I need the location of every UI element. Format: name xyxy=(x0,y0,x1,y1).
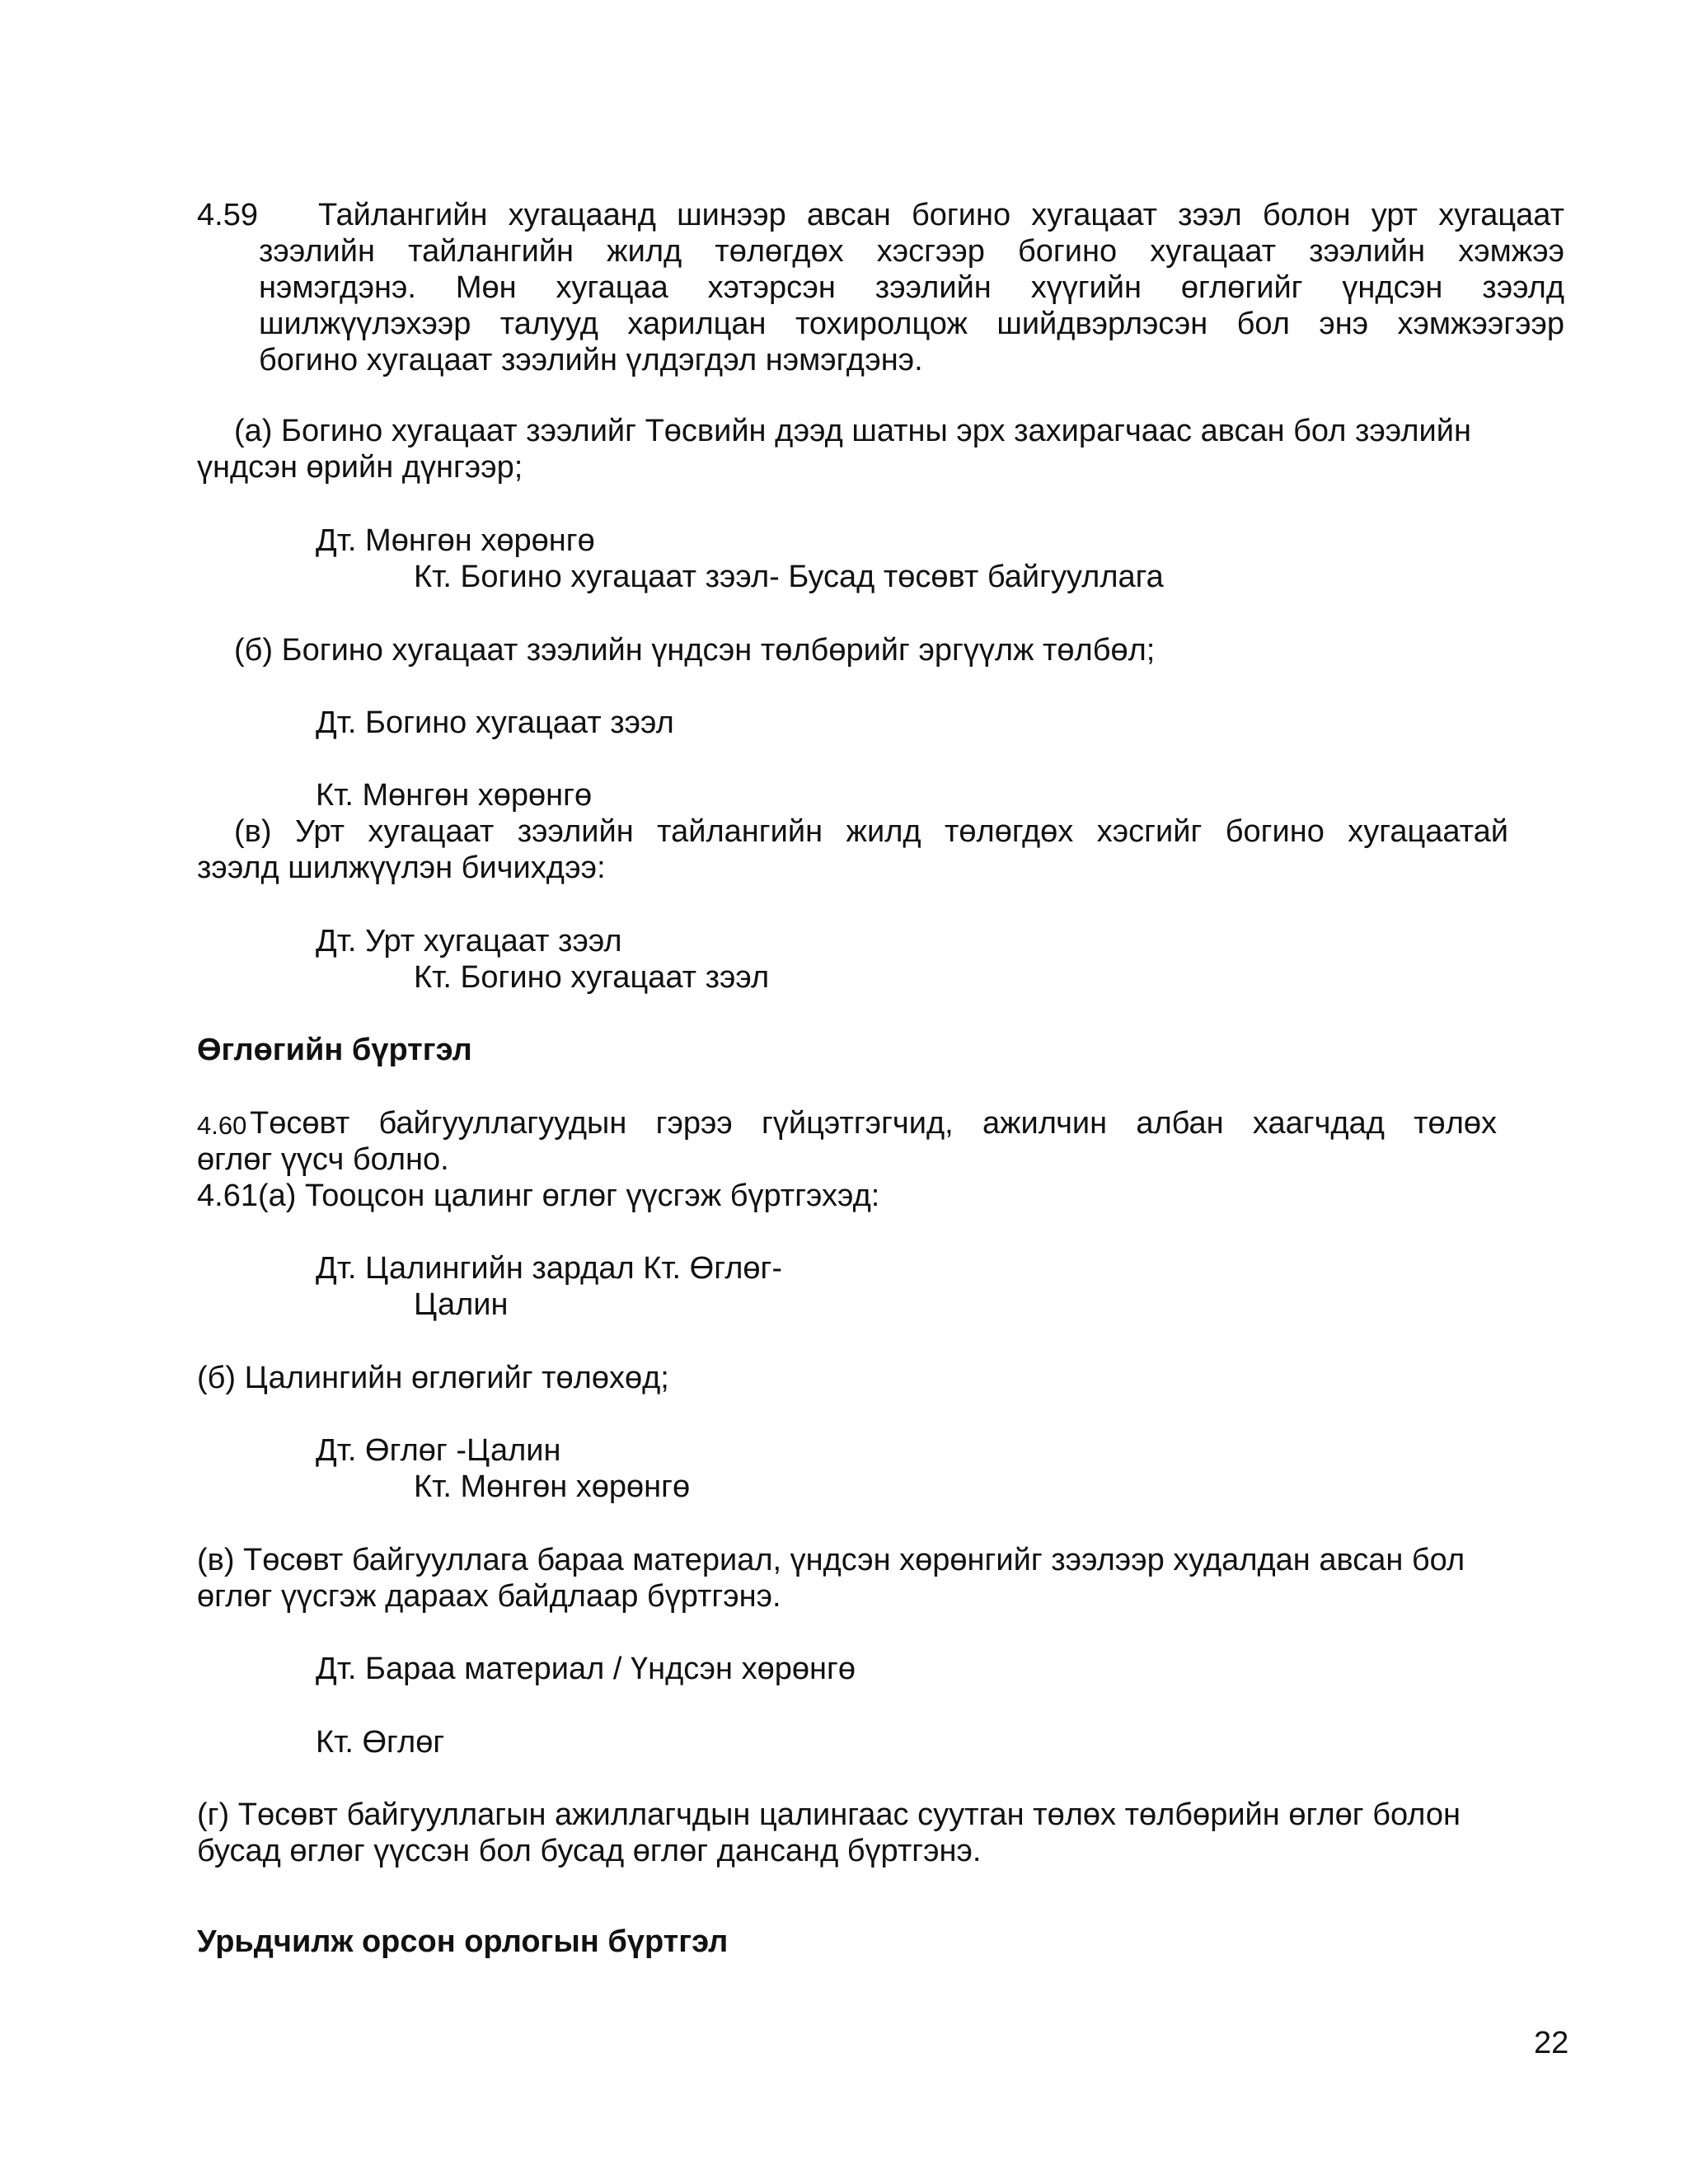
paragraph-line: (в) Төсөвт байгууллага бараа материал, үндсэн хөрөнгийг зээлээр худалдан авсан бол xyxy=(197,1543,1465,1577)
paragraph-line: (а) Богино хугацаат зээлийг Төсвийн дээд шатны эрх захирагчаас авсан бол зээлийн xyxy=(234,414,1471,448)
journal-debit: Дт. Богино хугацаат зээл xyxy=(316,705,674,740)
journal-credit: Кт. Богино хугацаат зээл xyxy=(414,960,770,995)
journal-entry: Цалин xyxy=(414,1287,509,1322)
journal-debit: Дт. Урт хугацаат зээл xyxy=(316,924,622,958)
journal-entry: Дт. Цалингийн зардал Кт. Өглөг- xyxy=(316,1251,783,1286)
paragraph-line: зээлийн тайлангийн жилд төлөгдөх хэсгээр богино хугацаат зээлийн хэмжээ xyxy=(259,234,1564,269)
section-heading: Өглөгийн бүртгэл xyxy=(197,1033,472,1067)
journal-credit: Кт. Мөнгөн хөрөнгө xyxy=(316,778,593,813)
journal-debit: Дт. Өглөг -Цалин xyxy=(316,1433,561,1468)
paragraph-line: үндсэн өрийн дүнгээр; xyxy=(197,450,523,485)
journal-debit: Дт. Мөнгөн хөрөнгө xyxy=(316,523,595,558)
paragraph-line: нэмэгдэнэ. Мөн хугацаа хэтэрсэн зээлийн хүүгийн өглөгийг үндсэн зээлд xyxy=(259,270,1564,305)
paragraph-line: (в) Урт хугацаат зээлийн тайлангийн жилд төлөгдөх хэсгийг богино хугацаатай xyxy=(234,814,1508,849)
paragraph-line: өглөг үүсгэж дараах байдлаар бүртгэнэ. xyxy=(197,1579,781,1614)
paragraph-line: өглөг үүсч болно. xyxy=(197,1142,449,1177)
journal-credit: Кт. Мөнгөн хөрөнгө xyxy=(414,1469,691,1504)
journal-credit: Кт. Богино хугацаат зээл- Бусад төсөвт байгууллага xyxy=(414,560,1164,594)
page-number: 22 xyxy=(1534,2026,1569,2060)
paragraph-line: (г) Төсөвт байгууллагын ажиллагчдын цалингаас суутган төлөх төлбөрийн өглөг болон xyxy=(197,1797,1461,1832)
paragraph-line: Төсөвт байгууллагуудын гэрээ гүйцэтгэгчид, ажилчин албан хаагчдад төлөх xyxy=(250,1106,1497,1141)
journal-credit: Кт. Өглөг xyxy=(316,1725,445,1760)
paragraph-line: шилжүүлэхээр талууд харилцан тохиролцож шийдвэрлэсэн бол энэ хэмжээгээр xyxy=(259,307,1564,341)
paragraph-line: богино хугацаат зээлийн үлдэгдэл нэмэгдэнэ. xyxy=(259,343,923,377)
journal-debit: Дт. Бараа материал / Үндсэн хөрөнгө xyxy=(316,1652,856,1686)
paragraph-number: 4.60 xyxy=(197,1111,247,1140)
paragraph-line: зээлд шилжүүлэн бичихдээ: xyxy=(197,851,606,885)
paragraph-line: (б) Цалингийн өглөгийг төлөхөд; xyxy=(197,1361,669,1395)
paragraph-line: Тайлангийн хугацаанд шинээр авсан богино хугацаат зээл болон урт хугацаат xyxy=(318,198,1564,232)
section-heading: Урьдчилж орсон орлогын бүртгэл xyxy=(197,1924,729,1959)
paragraph-line: 4.61(а) Тооцсон цалинг өглөг үүсгэж бүртгэхэд: xyxy=(197,1179,880,1213)
paragraph-line: бусад өглөг үүссэн бол бусад өглөг дансанд бүртгэнэ. xyxy=(197,1834,982,1868)
paragraph-line: (б) Богино хугацаат зээлийн үндсэн төлбөрийг эргүүлж төлбөл; xyxy=(234,633,1156,668)
paragraph-number: 4.59 xyxy=(197,198,258,232)
